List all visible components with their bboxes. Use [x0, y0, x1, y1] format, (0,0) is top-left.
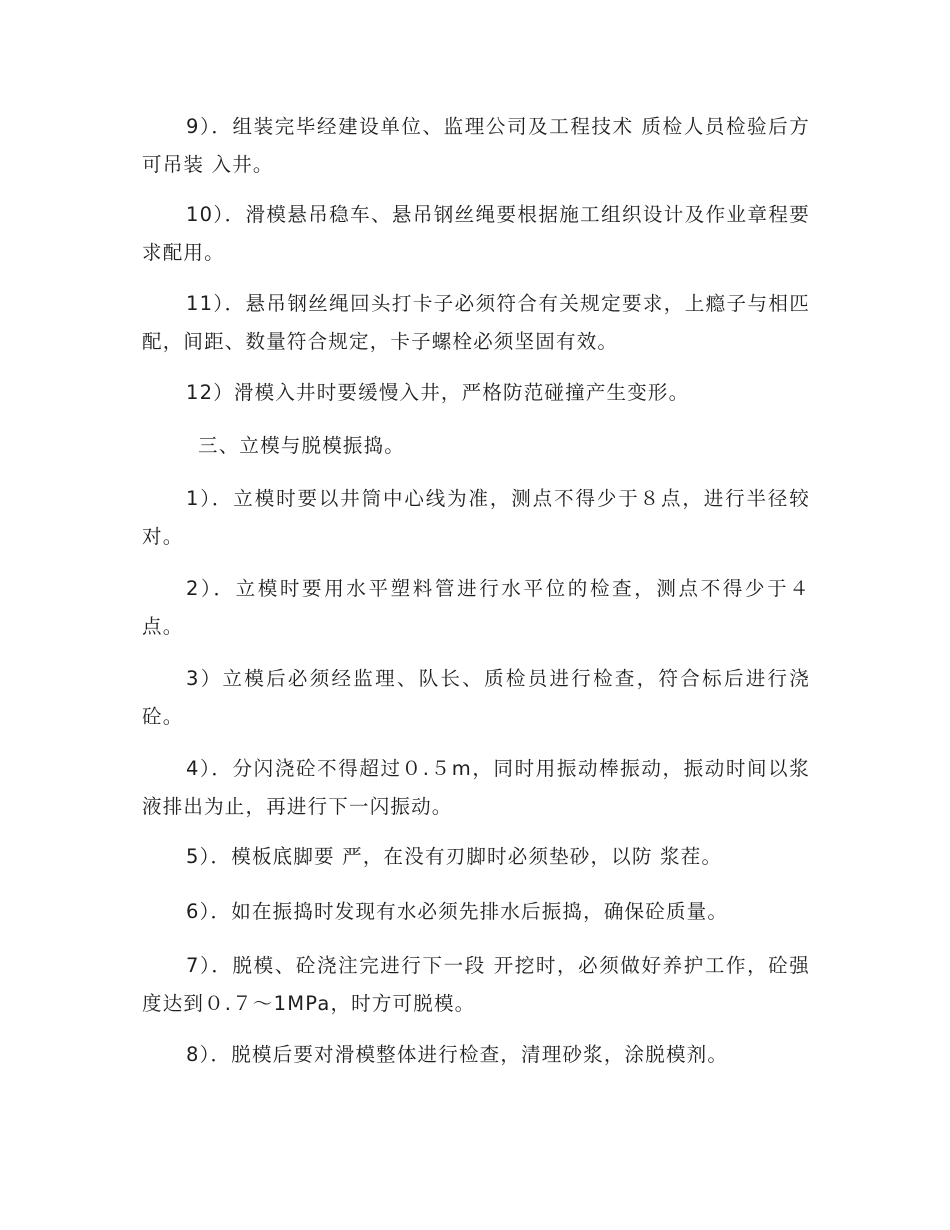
paragraph-item-9: 9）．组装完毕经建设单位、监理公司及工程技术 质检人员检验后方可吊装 入井。 [142, 115, 810, 176]
paragraph-item-3: 3）立模后必须经监理、队长、质检员进行检查，符合标后进行浇砼。 [142, 667, 810, 728]
paragraph-item-5: 5）．模板底脚要 严，在没有刃脚时必须垫砂，以防 浆茬。 [186, 845, 723, 868]
paragraph-item-1: 1）．立模时要以井筒中心线为准，测点不得少于８点，进行半径较对。 [142, 487, 810, 548]
paragraph-item-2: 2）．立模时要用水平塑料管进行水平位的检查，测点不得少于４点。 [142, 577, 810, 638]
section-heading: 三、立模与脱模振捣。 [198, 434, 406, 457]
paragraph-item-7: 7）．脱模、砼浇注完进行下一段 开挖时，必须做好养护工作，砼强度达到０.７～1MPa，时方可脱模。 [142, 954, 810, 1015]
paragraph-item-11: 11）．悬吊钢丝绳回头打卡子必须符合有关规定要求，上瘾子与相匹配，间距、数量符合规定，卡子螺栓必须坚固有效。 [142, 292, 810, 353]
paragraph-item-4: 4）．分闪浇砼不得超过０.５m，同时用振动棒振动，振动时间以浆液排出为止，再进行下一闪振动。 [142, 757, 810, 818]
paragraph-item-8: 8）．脱模后要对滑模整体进行检查，清理砂浆，涂脱模剂。 [186, 1043, 729, 1066]
paragraph-item-6: 6）．如在振捣时发现有水必须先排水后振捣，确保砼质量。 [186, 900, 729, 923]
paragraph-item-10: 10）．滑模悬吊稳车、悬吊钢丝绳要根据施工组织设计及作业章程要求配用。 [142, 203, 810, 264]
paragraph-item-12: 12）滑模入井时要缓慢入井，严格防范碰撞产生变形。 [186, 381, 690, 404]
